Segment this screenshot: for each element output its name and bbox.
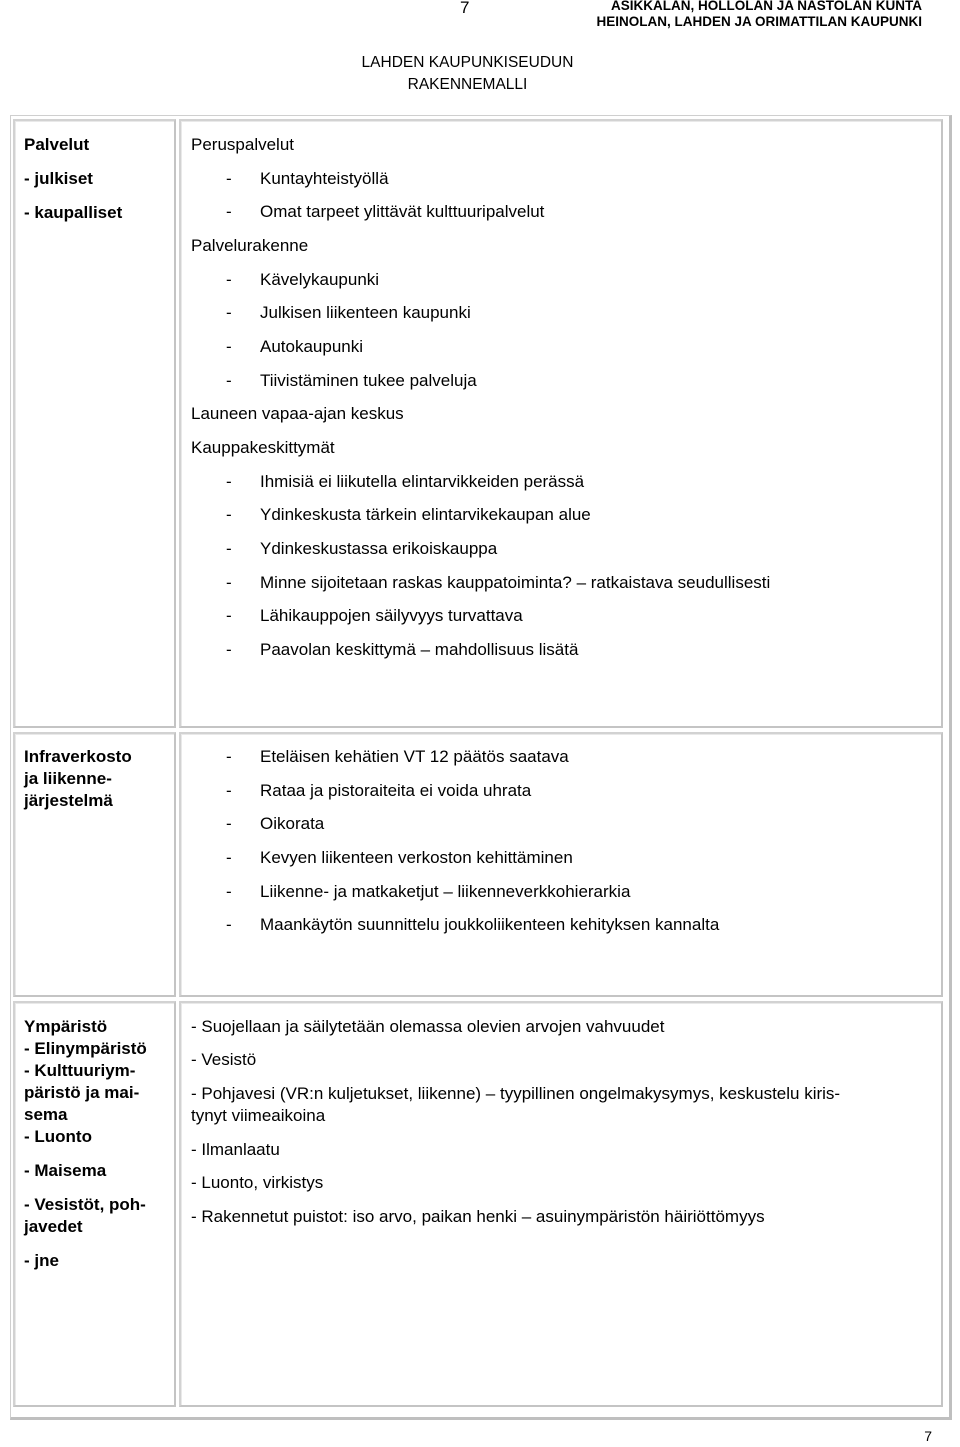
list-item: - Rakennetut puistot: iso arvo, paikan henki – asuinympäristön häiriöttömyys	[191, 1207, 765, 1226]
municipalities-line-2: HEINOLAN, LAHDEN JA ORIMATTILAN KAUPUNKI	[596, 14, 922, 29]
section-heading: Palvelurakenne	[191, 236, 309, 255]
section-heading: Launeen vapaa-ajan keskus	[191, 404, 404, 423]
list-item: - Ilmanlaatu	[191, 1140, 280, 1159]
document-title	[340, 52, 595, 96]
label-line: Infraverkosto	[24, 747, 132, 766]
dash-bullet: -	[226, 781, 232, 800]
list-item: - Suojellaan ja säilytetään olemassa olevien arvojen vahvuudet	[191, 1017, 665, 1036]
dash-bullet: -	[226, 573, 232, 592]
dash-bullet: -	[226, 371, 232, 390]
dash-bullet: -	[226, 303, 232, 322]
document-title-line-2: RAKENNEMALLI	[407, 76, 528, 93]
label-line: - jne	[24, 1251, 59, 1270]
section-heading: Peruspalvelut	[191, 135, 295, 154]
label-line: Palvelut	[24, 135, 90, 154]
dash-bullet: -	[226, 640, 232, 659]
label-line: - Luonto	[24, 1127, 92, 1146]
label-line: - Elinympäristö	[24, 1039, 147, 1058]
content-cell-ymparisto	[179, 1001, 943, 1407]
dash-bullet: -	[226, 270, 232, 289]
label-line: - kaupalliset	[24, 203, 123, 222]
dash-bullet: -	[226, 472, 232, 491]
list-item: - Luonto, virkistys	[191, 1173, 324, 1192]
label-line: järjestelmä	[24, 791, 113, 810]
list-item: - Pohjavesi (VR:n kuljetukset, liikenne) – tyypillinen ongelmakysymys, keskustelu kiris-	[191, 1084, 841, 1103]
page-number-top: 7	[460, 0, 470, 17]
label-line: - Maisema	[24, 1161, 107, 1180]
municipalities-header	[597, 0, 923, 30]
municipalities-line-1: ASIKKALAN, HOLLOLAN JA NASTOLAN KUNTA	[611, 0, 922, 13]
dash-bullet: -	[226, 337, 232, 356]
dash-bullet: -	[226, 814, 232, 833]
dash-bullet: -	[226, 202, 232, 221]
dash-bullet: -	[226, 505, 232, 524]
dash-bullet: -	[226, 882, 232, 901]
dash-bullet: -	[226, 848, 232, 867]
label-line: - julkiset	[24, 169, 93, 188]
list-item: - Vesistö	[191, 1050, 257, 1069]
list-item-continuation: tynyt viimeaikoina	[191, 1106, 326, 1125]
document-title-line-1: LAHDEN KAUPUNKISEUDUN	[361, 54, 574, 71]
label-line: - Vesistöt, poh-	[24, 1195, 146, 1214]
label-line: Ympäristö	[24, 1017, 108, 1036]
label-line: ja liikenne-	[24, 769, 112, 788]
dash-bullet: -	[226, 539, 232, 558]
label-line: sema	[24, 1105, 68, 1124]
dash-bullet: -	[226, 747, 232, 766]
label-line: javedet	[24, 1217, 83, 1236]
dash-bullet: -	[226, 915, 232, 934]
page-number-bottom: 7	[924, 1428, 932, 1444]
label-line: päristö ja mai-	[24, 1083, 140, 1102]
label-line: - Kulttuuriym-	[24, 1061, 136, 1080]
dash-bullet: -	[226, 606, 232, 625]
section-heading: Kauppakeskittymät	[191, 438, 335, 457]
dash-bullet: -	[226, 169, 232, 188]
